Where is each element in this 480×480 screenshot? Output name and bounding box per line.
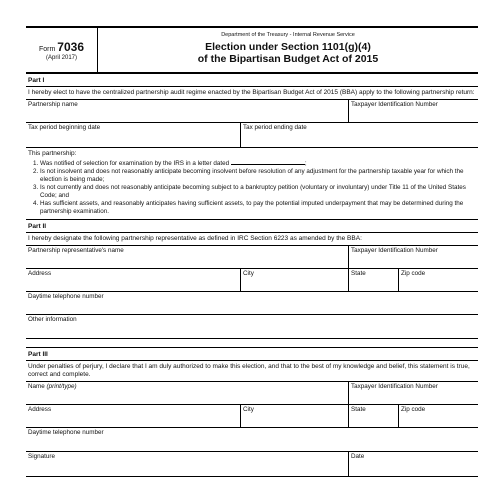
form-label: Form (39, 46, 56, 53)
part1-heading: Part I (26, 74, 478, 87)
date-field[interactable] (348, 452, 478, 476)
part3-phone-field[interactable] (26, 428, 478, 451)
part2-tin-field[interactable] (348, 246, 478, 268)
part3-zip-label: Zip code (401, 406, 426, 413)
conditions-list (28, 158, 476, 216)
signature-field[interactable] (26, 452, 348, 476)
condition-end: ; (304, 160, 307, 167)
period-end-field[interactable] (240, 123, 478, 147)
rep-name-label: Partnership representative's name (28, 247, 124, 254)
form-id-box (26, 28, 98, 72)
part3-tin-label: Taxpayer Identification Number (351, 383, 438, 390)
part-spacer (26, 339, 478, 348)
condition-text: Was notified of selection for examination by the IRS in a letter dated (40, 160, 230, 167)
part2-row-other (26, 315, 478, 339)
signer-name-field[interactable] (26, 382, 348, 404)
part1-row-name (26, 100, 478, 123)
part3-heading: Part III (26, 348, 478, 361)
signer-name-label: Name (28, 383, 45, 390)
partnership-name-label: Partnership name (28, 101, 78, 108)
part1-tin-field[interactable] (348, 100, 478, 122)
form-header (26, 26, 478, 74)
part3-state-label: State (351, 406, 366, 413)
part2-city-field[interactable] (240, 269, 348, 291)
other-info-label: Other information (28, 316, 77, 323)
other-info-field[interactable] (26, 315, 478, 338)
part3-address-field[interactable] (26, 405, 240, 427)
conditions-block (26, 148, 478, 220)
part2-row-name (26, 246, 478, 269)
part2-row-address (26, 269, 478, 292)
part3-state-field[interactable] (348, 405, 398, 427)
condition-item: 4. Has sufficient assets, and reasonably anticipates having sufficient assets, to pay the potential imputed underpayment that may be determined during the partnership examination. (40, 200, 476, 216)
form-number-line (26, 40, 97, 54)
form-7036 (26, 0, 478, 477)
date-label: Date (351, 453, 365, 460)
form-title-line1: Election under Section 1101(g)(4) (205, 41, 371, 53)
part3-row-phone (26, 428, 478, 452)
period-begin-field[interactable] (26, 123, 240, 147)
part3-row-address (26, 405, 478, 428)
part2-phone-label: Daytime telephone number (28, 293, 104, 300)
signer-name-hint: (print/type) (46, 383, 77, 390)
part3-tin-field[interactable] (348, 382, 478, 404)
letter-date-field[interactable] (231, 158, 305, 165)
part3-city-field[interactable] (240, 405, 348, 427)
condition-item (40, 158, 476, 168)
part2-phone-field[interactable] (26, 292, 478, 314)
condition-item: 3. Is not currently and does not reasonably anticipate becoming subject to a bankruptcy petition (voluntary or involuntary) under Title 11 of the United States Code; and (40, 184, 476, 200)
part2-zip-field[interactable] (398, 269, 478, 291)
part3-intro: Under penalties of perjury, I declare that I am duly authorized to make this election, and that to the best of my knowledge and belief, this statement is true, correct and complete. (26, 361, 478, 382)
condition-item: 2. Is not insolvent and does not reasonably anticipate becoming insolvent before resolution of any adjustment for the partnership taxable year for which the election is being made; (40, 168, 476, 184)
part3-row-signature (26, 452, 478, 477)
part2-state-field[interactable] (348, 269, 398, 291)
part2-state-label: State (351, 270, 366, 277)
rep-name-field[interactable] (26, 246, 348, 268)
part2-tin-label: Taxpayer Identification Number (351, 247, 438, 254)
conditions-intro: This partnership: (28, 150, 77, 157)
form-revision: (April 2017) (45, 55, 77, 61)
part2-intro: I hereby designate the following partnership representative as defined in IRC Section 6223 as amended by the BBA: (26, 233, 478, 246)
part2-address-label: Address (28, 270, 52, 277)
part2-zip-label: Zip code (401, 270, 426, 277)
part3-address-label: Address (28, 406, 52, 413)
part1-row-period (26, 123, 478, 148)
signature-label: Signature (28, 453, 55, 460)
part2-heading: Part II (26, 220, 478, 233)
agency-name: Department of the Treasury - Internal Revenue Service (221, 32, 355, 38)
part3-phone-label: Daytime telephone number (28, 429, 104, 436)
form-title-line2: of the Bipartisan Budget Act of 2015 (197, 53, 379, 65)
part3-row-name (26, 382, 478, 405)
form-number: 7036 (57, 40, 84, 54)
part1-intro: I hereby elect to have the centralized partnership audit regime enacted by the Bipartisan Budget Act of 2015 (BBA) apply to the following partnership return: (26, 87, 478, 100)
part3-city-label: City (243, 406, 254, 413)
period-begin-label: Tax period beginning date (28, 124, 101, 131)
part2-row-phone (26, 292, 478, 315)
period-end-label: Tax period ending date (243, 124, 307, 131)
part3-zip-field[interactable] (398, 405, 478, 427)
part1-tin-label: Taxpayer Identification Number (351, 101, 438, 108)
part2-city-label: City (243, 270, 254, 277)
part2-address-field[interactable] (26, 269, 240, 291)
partnership-name-field[interactable] (26, 100, 348, 122)
form-title-box (98, 28, 478, 72)
